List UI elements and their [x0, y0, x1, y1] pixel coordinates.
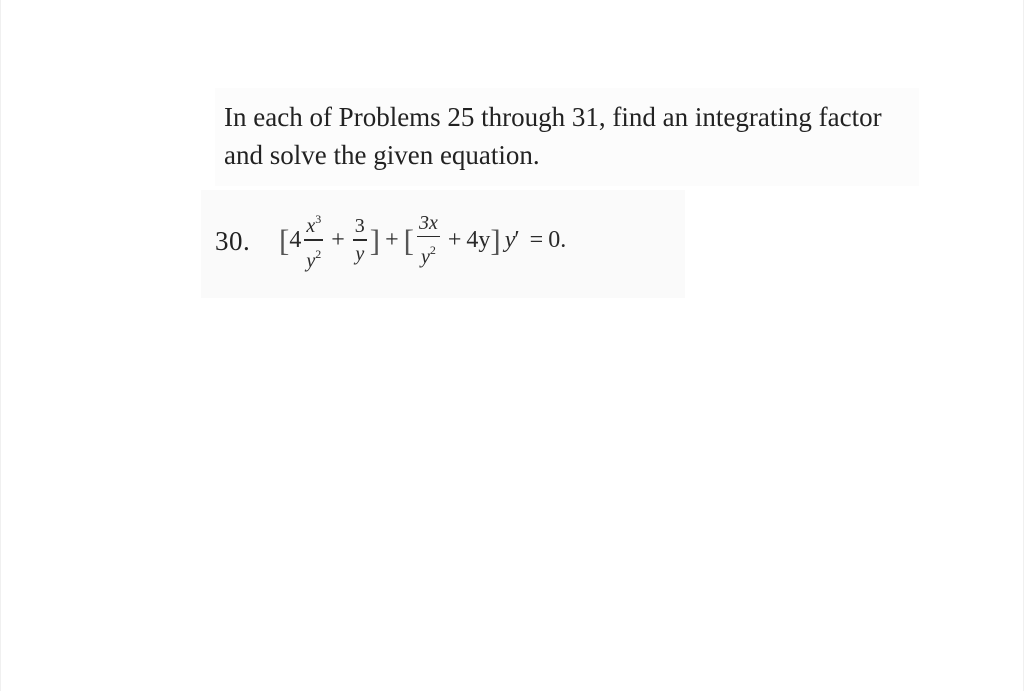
- plus-operator: +: [447, 226, 462, 253]
- fraction-3x-over-y2: [417, 213, 440, 267]
- fraction-denominator: [304, 241, 323, 271]
- fraction-x3-over-y2: [304, 209, 323, 270]
- instructions-line-2: and solve the given equation.: [224, 140, 540, 170]
- denominator-variable: y: [420, 246, 430, 269]
- open-bracket: [: [403, 222, 414, 258]
- term-4y: 4y: [466, 226, 491, 253]
- denominator-exponent: 2: [315, 246, 322, 261]
- fraction-numerator: 3: [354, 215, 365, 238]
- numerator-variable: x: [306, 215, 316, 238]
- problem-number: 30.: [215, 226, 251, 256]
- close-bracket: ]: [490, 222, 501, 258]
- right-hand-side: 0.: [548, 226, 567, 253]
- equals-sign: =: [529, 226, 544, 253]
- equation: [279, 204, 566, 276]
- plus-operator: +: [331, 226, 345, 253]
- numerator-exponent: 3: [315, 212, 322, 227]
- fraction-numerator: [304, 209, 323, 239]
- fraction-denominator: [419, 237, 438, 267]
- prime-symbol: ′: [514, 226, 520, 253]
- denominator-variable: y: [306, 249, 316, 272]
- plus-operator: +: [385, 226, 399, 253]
- close-bracket: ]: [369, 222, 381, 258]
- fraction-3-over-y: [353, 216, 367, 263]
- y-variable: y: [504, 226, 516, 253]
- open-bracket: [: [279, 222, 290, 258]
- fraction-denominator: y: [355, 242, 365, 265]
- coefficient-4: 4: [289, 226, 302, 253]
- instructions-text: [215, 88, 919, 186]
- fraction-numerator: 3x: [418, 211, 438, 234]
- problem-30: [201, 190, 685, 298]
- instructions-line-1: In each of Problems 25 through 31, find an integrating factor: [224, 102, 882, 132]
- denominator-exponent: 2: [429, 243, 436, 258]
